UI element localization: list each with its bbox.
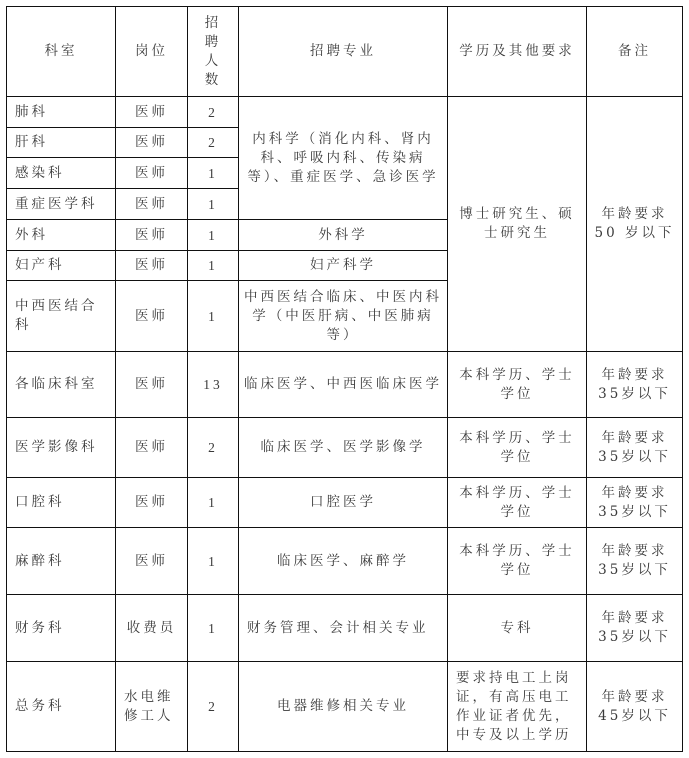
cell-count: 1	[188, 478, 239, 528]
cell-department: 财务科	[7, 595, 116, 662]
cell-remarks: 年龄要求35岁以下	[587, 478, 683, 528]
cell-department: 感染科	[7, 158, 116, 189]
cell-count: 1	[188, 158, 239, 189]
table-row	[7, 528, 683, 595]
cell-count: 1	[188, 281, 239, 352]
header-position: 岗位	[116, 7, 188, 97]
cell-position: 医师	[116, 97, 188, 128]
cell-major: 口腔医学	[239, 478, 448, 528]
cell-department: 各临床科室	[7, 352, 116, 418]
header-count	[188, 7, 239, 97]
cell-position: 医师	[116, 158, 188, 189]
cell-count: 2	[188, 128, 239, 158]
cell-position: 医师	[116, 418, 188, 478]
cell-major: 电器维修相关专业	[239, 662, 448, 752]
cell-count: 1	[188, 189, 239, 220]
cell-count: 13	[188, 352, 239, 418]
table-row	[7, 595, 683, 662]
header-count-char: 人	[204, 52, 222, 69]
cell-major: 财务管理、会计相关专业	[239, 595, 448, 662]
cell-remarks: 年龄要求35岁以下	[587, 528, 683, 595]
cell-count: 2	[188, 662, 239, 752]
cell-position: 医师	[116, 220, 188, 251]
table-row	[7, 418, 683, 478]
remarks-phd-text: 年龄要求 50 岁以下	[594, 206, 675, 241]
cell-department: 肝科	[7, 128, 116, 158]
cell-department: 总务科	[7, 662, 116, 752]
header-row	[7, 7, 683, 97]
cell-education: 本科学历、学士学位	[448, 418, 587, 478]
header-count-char: 数	[204, 71, 222, 88]
table-row	[7, 352, 683, 418]
cell-education: 本科学历、学士学位	[448, 528, 587, 595]
cell-department: 妇产科	[7, 251, 116, 281]
header-major: 招聘专业	[239, 7, 448, 97]
cell-count: 1	[188, 528, 239, 595]
cell-remarks: 年龄要求35岁以下	[587, 595, 683, 662]
cell-department: 医学影像科	[7, 418, 116, 478]
cell-count: 2	[188, 418, 239, 478]
recruitment-table	[6, 6, 683, 752]
header-count-char: 聘	[204, 33, 222, 50]
cell-education: 专科	[448, 595, 587, 662]
cell-count: 1	[188, 595, 239, 662]
cell-major: 临床医学、麻醉学	[239, 528, 448, 595]
cell-department: 麻醉科	[7, 528, 116, 595]
cell-department: 口腔科	[7, 478, 116, 528]
cell-major: 临床医学、中西医临床医学	[239, 352, 448, 418]
cell-department: 重症医学科	[7, 189, 116, 220]
table-row	[7, 97, 683, 128]
cell-count: 1	[188, 251, 239, 281]
cell-position: 收费员	[116, 595, 188, 662]
cell-position: 医师	[116, 281, 188, 352]
cell-education: 本科学历、学士学位	[448, 352, 587, 418]
cell-department: 肺科	[7, 97, 116, 128]
cell-department: 外科	[7, 220, 116, 251]
cell-major: 外科学	[239, 220, 448, 251]
cell-remarks: 年龄要求45岁以下	[587, 662, 683, 752]
cell-position: 医师	[116, 528, 188, 595]
cell-count: 2	[188, 97, 239, 128]
header-education: 学历及其他要求	[448, 7, 587, 97]
header-department: 科室	[7, 7, 116, 97]
cell-position: 医师	[116, 189, 188, 220]
education-phd-text: 博士研究生、硕士研究生	[459, 206, 575, 241]
cell-major: 临床医学、医学影像学	[239, 418, 448, 478]
cell-position: 医师	[116, 478, 188, 528]
cell-remarks: 年龄要求35岁以下	[587, 352, 683, 418]
table-row	[7, 662, 683, 752]
cell-position: 医师	[116, 352, 188, 418]
cell-count: 1	[188, 220, 239, 251]
cell-education-phd	[448, 97, 587, 352]
header-remarks: 备注	[587, 7, 683, 97]
cell-position: 医师	[116, 128, 188, 158]
cell-position: 水电维修工人	[116, 662, 188, 752]
cell-position: 医师	[116, 251, 188, 281]
cell-department: 中西医结合科	[7, 281, 116, 352]
cell-major: 妇产科学	[239, 251, 448, 281]
cell-major: 中西医结合临床、中医内科学（中医肝病、中医肺病等）	[239, 281, 448, 352]
header-count-char: 招	[204, 14, 222, 31]
cell-education: 本科学历、学士学位	[448, 478, 587, 528]
cell-education: 要求持电工上岗证，有高压电工作业证者优先，中专及以上学历	[448, 662, 587, 752]
table-row	[7, 478, 683, 528]
cell-remarks-phd	[587, 97, 683, 352]
cell-remarks: 年龄要求35岁以下	[587, 418, 683, 478]
cell-major-internal: 内科学（消化内科、肾内科、呼吸内科、传染病等）、重症医学、急诊医学	[239, 97, 448, 220]
